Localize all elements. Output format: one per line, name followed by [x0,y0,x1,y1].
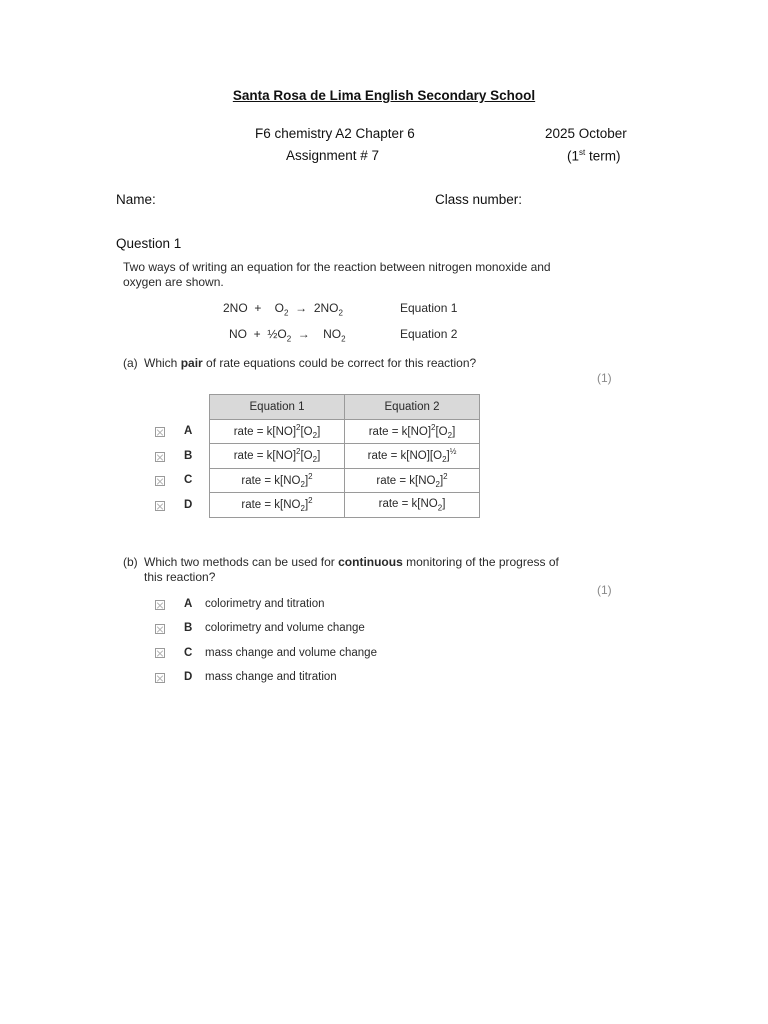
part-b-question-line-2: this reaction? [144,570,216,584]
assignment-label: Assignment # 7 [286,148,380,163]
table-row [210,444,480,469]
part-b-marks: (1) [597,583,612,597]
term-label: (1st term) [567,148,621,164]
part-a-letter-b: B [184,450,193,462]
option-b-equation-1: rate = $k[NO]^2[O_2]$ [210,444,345,469]
part-b-tag: (b) [123,555,138,569]
checkbox-a-option-b[interactable] [155,452,165,462]
equation-2: NO + $\frac{1}{2}O_2$ → $NO_2$ [229,327,346,344]
course-title: F6 chemistry A2 Chapter 6 [255,126,415,141]
option-d-equation-2: rate = $k[NO_2]$ [345,493,480,518]
part-b-letter-d: D [184,671,193,683]
option-a-equation-1: rate = $k[NO]^2[O_2]$ [210,419,345,444]
option-b-equation-2: rate = $k[NO][O_2]^{\frac{1}{2}}$ [345,444,480,469]
equation-2-label: Equation 2 [400,327,458,341]
part-a-letter-c: C [184,474,193,486]
option-c-equation-2: rate = $k[NO_2]^2$ [345,468,480,493]
part-a-letter-a: A [184,425,193,437]
checkbox-a-option-c[interactable] [155,476,165,486]
option-a-equation-2: rate = $k[NO]^2[O_2]$ [345,419,480,444]
part-b-letter-b: B [184,622,193,634]
date-label: 2025 October [545,126,627,141]
checkbox-b-option-d[interactable] [155,673,165,683]
checkbox-b-option-c[interactable] [155,648,165,658]
name-label: Name: [116,192,156,207]
question-title: Question 1 [116,236,182,251]
equation-1-label: Equation 1 [400,301,458,315]
part-b-option-c-text: mass change and volume change [205,647,377,659]
rate-equations-table [209,394,480,518]
table-row [210,468,480,493]
part-a-marks: (1) [597,371,612,385]
part-b-letter-c: C [184,647,193,659]
part-b-question: Which two methods can be used for continuous monitoring of the progress of [144,555,559,569]
table-header-equation-2: Equation 2 [345,395,480,420]
part-a-letter-d: D [184,499,193,511]
checkbox-b-option-a[interactable] [155,600,165,610]
option-c-equation-1: rate = $k[NO_2]^2$ [210,468,345,493]
checkbox-a-option-d[interactable] [155,501,165,511]
class-number-label: Class number: [435,192,523,207]
equation-1: 2NO + $O_2 \to 2NO_2$ [223,301,343,318]
school-name: Santa Rosa de Lima English Secondary School [232,88,536,103]
part-b-option-b-text: colorimetry and volume change [205,622,365,634]
part-b-letter-a: A [184,598,193,610]
table-row [210,493,480,518]
option-d-equation-1: rate = $k[NO_2]^2$ [210,493,345,518]
checkbox-a-option-a[interactable] [155,427,165,437]
part-b-option-a-text: colorimetry and titration [205,598,325,610]
part-a-question: Which pair of rate equations could be correct for this reaction? [144,356,477,370]
checkbox-b-option-b[interactable] [155,624,165,634]
table-row [210,419,480,444]
intro-line-1: Two ways of writing an equation for the reaction between nitrogen monoxide and [123,260,551,274]
part-b-option-d-text: mass change and titration [205,671,337,683]
part-a-tag: (a) [123,356,138,370]
table-header-equation-1: Equation 1 [210,395,345,420]
intro-line-2: oxygen are shown. [123,275,224,289]
